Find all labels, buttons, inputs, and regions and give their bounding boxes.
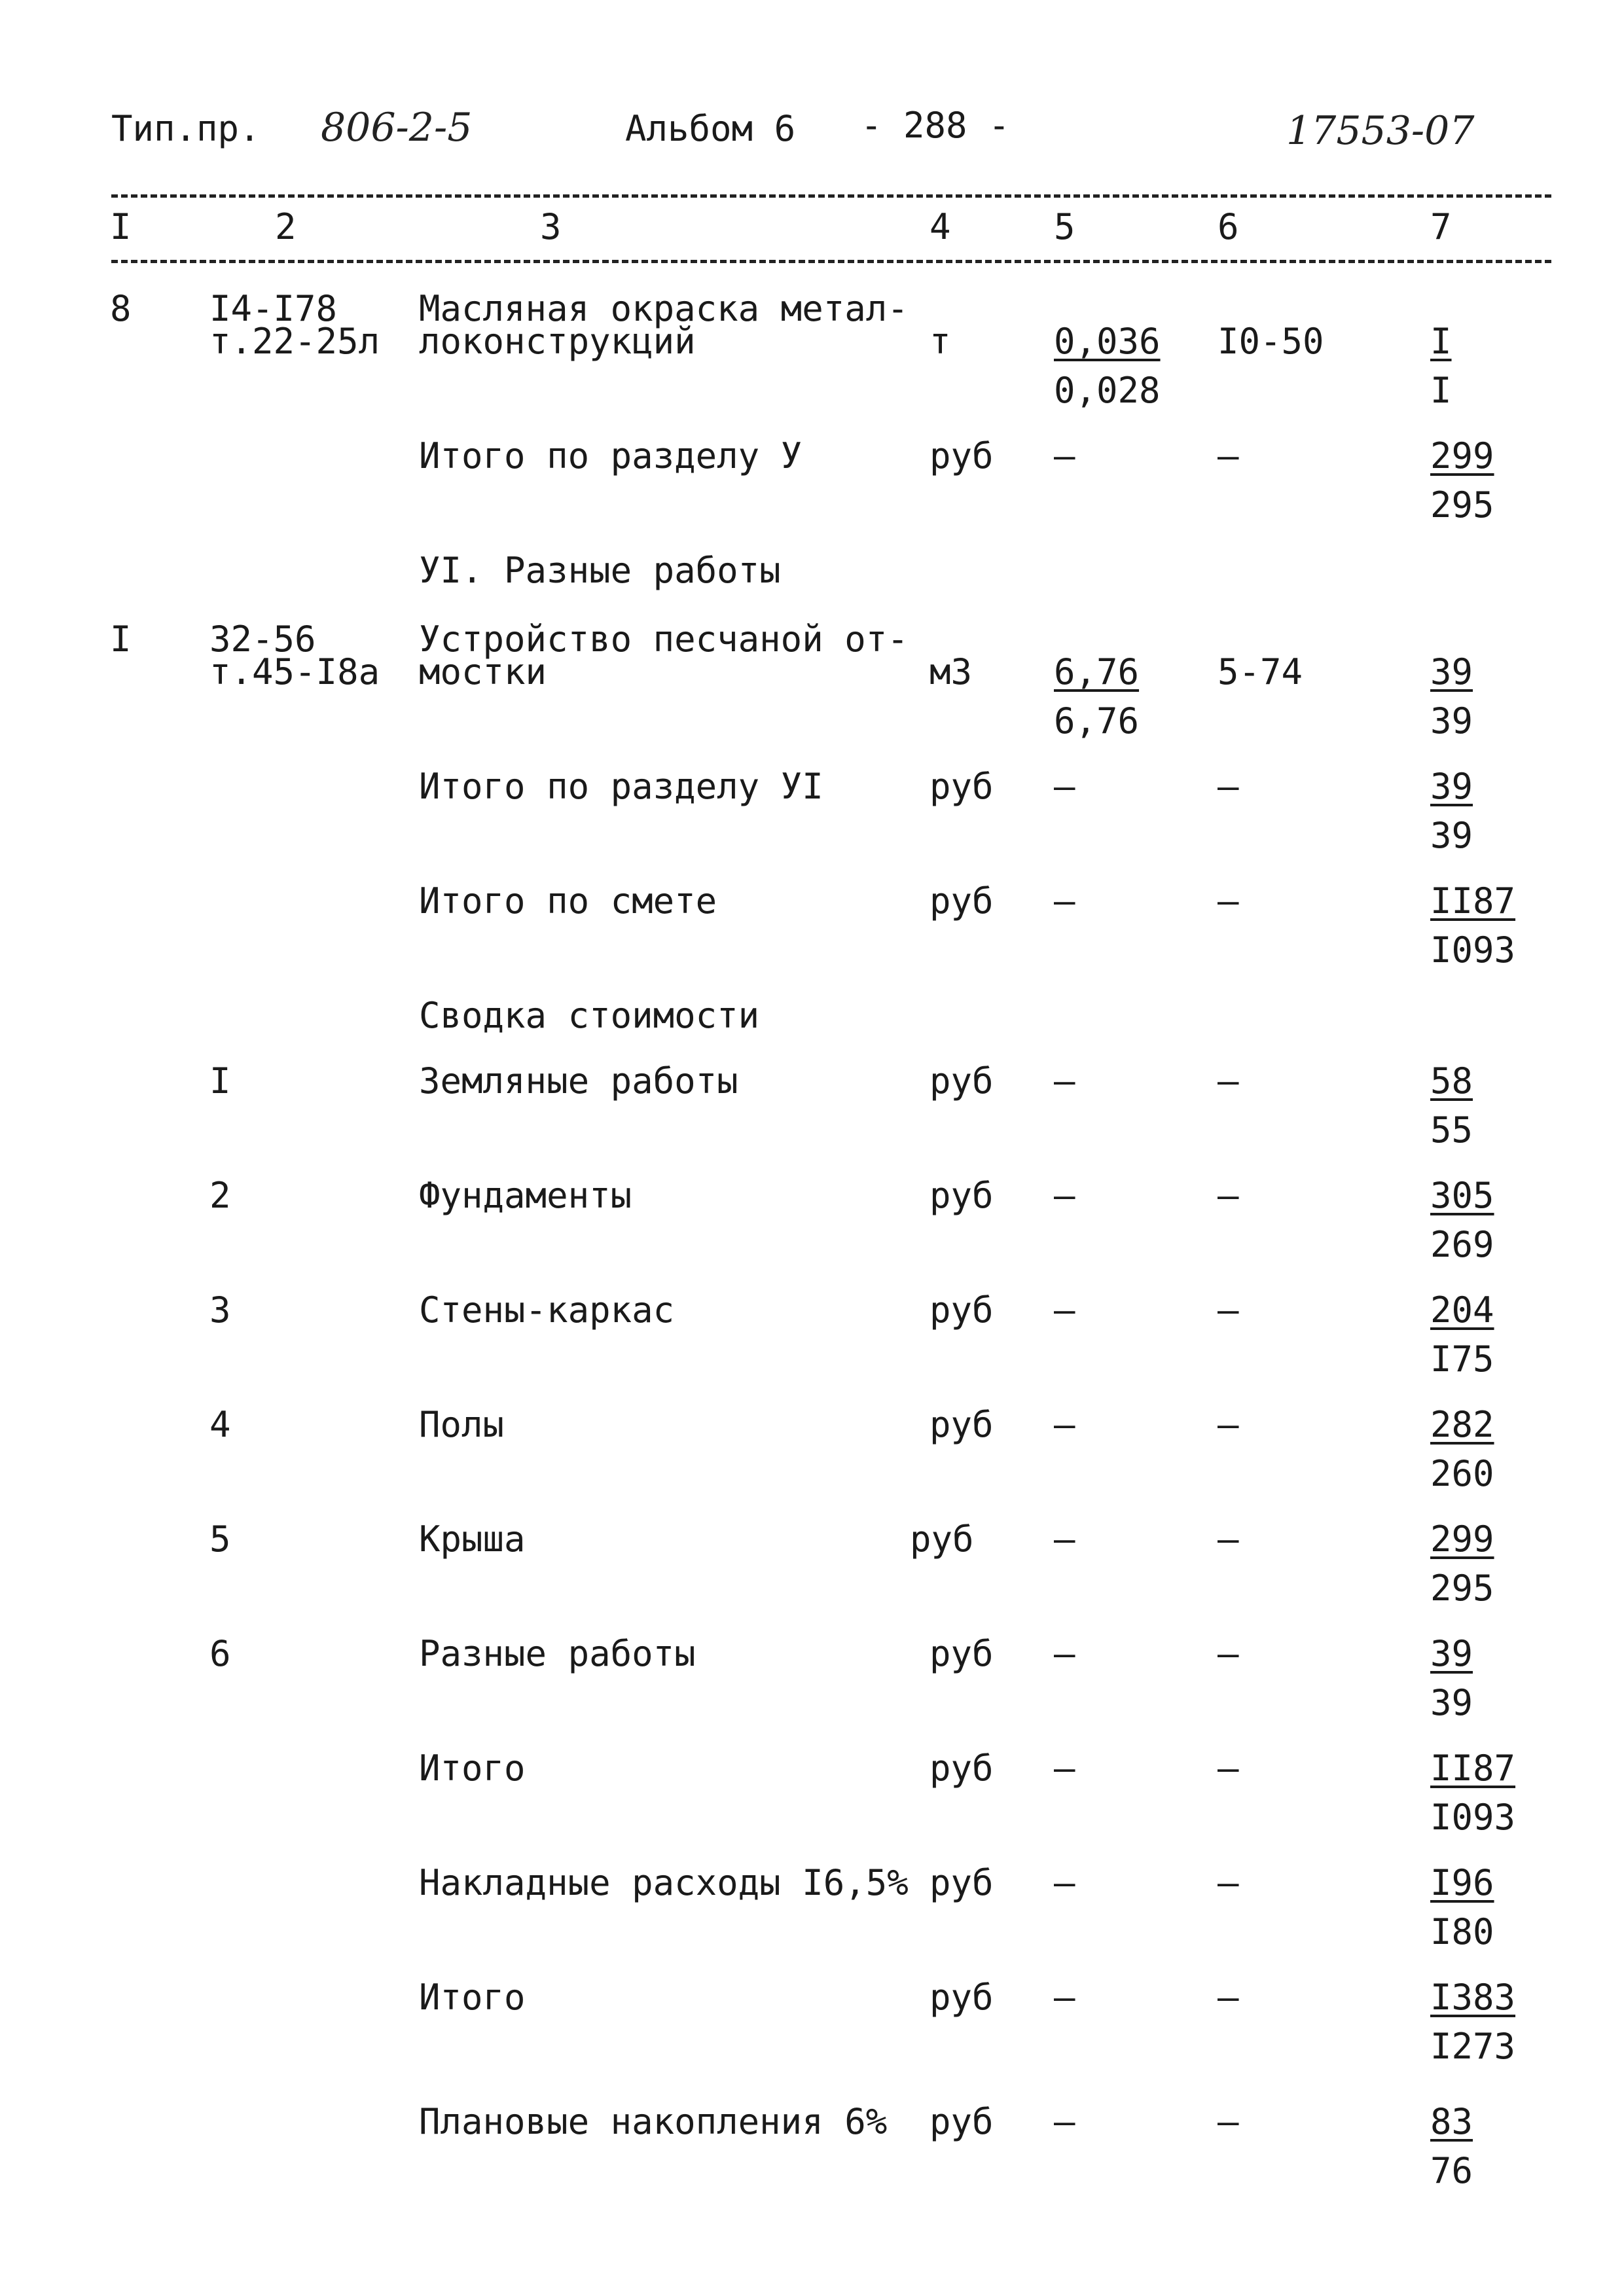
total: 83 bbox=[1430, 2101, 1473, 2142]
work-name: Масляная окраска метал- bbox=[419, 288, 909, 329]
total-actual: 39 bbox=[1430, 700, 1473, 742]
column-header-2: 2 bbox=[275, 206, 297, 247]
unit-price: – bbox=[1218, 1060, 1239, 1102]
unit-price: – bbox=[1218, 435, 1239, 476]
row-number: I bbox=[110, 619, 132, 660]
unit: руб bbox=[929, 1060, 994, 1102]
total-actual: 260 bbox=[1430, 1453, 1494, 1494]
unit-price: – bbox=[1218, 1748, 1239, 1789]
column-header-6: 6 bbox=[1218, 206, 1239, 247]
total: 282 bbox=[1430, 1404, 1494, 1445]
unit-price: – bbox=[1218, 1862, 1239, 1903]
unit: руб bbox=[929, 1862, 994, 1903]
work-name: Итого по разделу У bbox=[419, 435, 803, 476]
page-number: - 288 - bbox=[861, 105, 1010, 146]
total: 58 bbox=[1430, 1060, 1473, 1102]
unit-price: – bbox=[1218, 1977, 1239, 2018]
summary-number: 4 bbox=[209, 1404, 231, 1445]
total: II87 bbox=[1430, 880, 1516, 922]
unit-price: – bbox=[1218, 1175, 1239, 1216]
total-actual: I bbox=[1430, 370, 1452, 411]
norm-table-ref: т.45-I8а bbox=[209, 651, 380, 692]
total-actual: I75 bbox=[1430, 1338, 1494, 1380]
unit: руб bbox=[929, 766, 994, 807]
column-header-1: I bbox=[110, 206, 132, 247]
row-number: 8 bbox=[110, 288, 132, 329]
summary-number: I bbox=[209, 1060, 231, 1102]
unit: руб bbox=[929, 2101, 994, 2142]
total: I96 bbox=[1430, 1862, 1494, 1903]
section-heading: Сводка стоимости bbox=[419, 995, 760, 1036]
norm-code: 32-56 bbox=[209, 619, 316, 660]
total: 39 bbox=[1430, 1633, 1473, 1674]
total: 305 bbox=[1430, 1175, 1494, 1216]
total-actual: I093 bbox=[1430, 929, 1516, 971]
column-header-3: 3 bbox=[540, 206, 562, 247]
quantity: – bbox=[1054, 1060, 1075, 1102]
quantity: – bbox=[1054, 1977, 1075, 2018]
unit: м3 bbox=[929, 651, 973, 692]
total: 39 bbox=[1430, 651, 1473, 692]
total-actual: 295 bbox=[1430, 484, 1494, 526]
work-name: Полы bbox=[419, 1404, 505, 1445]
total-actual: 295 bbox=[1430, 1568, 1494, 1609]
project-code: 806-2-5 bbox=[321, 105, 473, 151]
work-name-cont: локонструкций bbox=[419, 321, 696, 362]
quantity: – bbox=[1054, 1289, 1075, 1331]
work-name-cont: мостки bbox=[419, 651, 547, 692]
quantity: – bbox=[1054, 1748, 1075, 1789]
total-actual: I80 bbox=[1430, 1911, 1494, 1952]
work-name: Итого bbox=[419, 1977, 526, 2018]
unit: руб bbox=[929, 1404, 994, 1445]
unit-price: 5-74 bbox=[1218, 651, 1303, 692]
unit-price: – bbox=[1218, 2101, 1239, 2142]
column-header-5: 5 bbox=[1054, 206, 1075, 247]
summary-number: 2 bbox=[209, 1175, 231, 1216]
quantity: – bbox=[1054, 1633, 1075, 1674]
total: 299 bbox=[1430, 435, 1494, 476]
quantity-actual: 6,76 bbox=[1054, 700, 1140, 742]
unit: руб bbox=[929, 1175, 994, 1216]
unit: руб bbox=[929, 1633, 994, 1674]
quantity: 6,76 bbox=[1054, 651, 1140, 692]
work-name: Крыша bbox=[419, 1518, 526, 1560]
unit: руб bbox=[929, 1289, 994, 1331]
column-header-4: 4 bbox=[929, 206, 951, 247]
total: 39 bbox=[1430, 766, 1473, 807]
total-actual: 76 bbox=[1430, 2150, 1473, 2191]
total-actual: I273 bbox=[1430, 2026, 1516, 2067]
unit: руб bbox=[929, 435, 994, 476]
work-name: Устройство песчаной от- bbox=[419, 619, 909, 660]
total-actual: I093 bbox=[1430, 1797, 1516, 1838]
unit: руб bbox=[910, 1518, 974, 1560]
quantity: – bbox=[1054, 1175, 1075, 1216]
unit: руб bbox=[929, 1748, 994, 1789]
unit: руб bbox=[929, 880, 994, 922]
unit-price: – bbox=[1218, 880, 1239, 922]
unit: руб bbox=[929, 1977, 994, 2018]
tip-label: Тип.пр. bbox=[111, 108, 261, 149]
work-name: Плановые накопления 6% bbox=[419, 2101, 888, 2142]
quantity: – bbox=[1054, 766, 1075, 807]
unit-price: – bbox=[1218, 766, 1239, 807]
unit-price: – bbox=[1218, 1404, 1239, 1445]
quantity: – bbox=[1054, 880, 1075, 922]
album-label: Альбом 6 bbox=[625, 108, 796, 149]
summary-number: 5 bbox=[209, 1518, 231, 1560]
work-name: Фундаменты bbox=[419, 1175, 632, 1216]
work-name: Итого по разделу УI bbox=[419, 766, 823, 807]
document-number: 17553-07 bbox=[1286, 108, 1475, 154]
quantity: 0,036 bbox=[1054, 321, 1161, 362]
total-actual: 269 bbox=[1430, 1224, 1494, 1265]
quantity: – bbox=[1054, 2101, 1075, 2142]
column-header-7: 7 bbox=[1430, 206, 1452, 247]
total: 204 bbox=[1430, 1289, 1494, 1331]
total-actual: 39 bbox=[1430, 815, 1473, 856]
total: I bbox=[1430, 321, 1452, 362]
work-name: Разные работы bbox=[419, 1633, 696, 1674]
unit-price: – bbox=[1218, 1633, 1239, 1674]
quantity: – bbox=[1054, 1518, 1075, 1560]
total: II87 bbox=[1430, 1748, 1516, 1789]
norm-code: I4-I78 bbox=[209, 288, 338, 329]
work-name: Накладные расходы I6,5% bbox=[419, 1862, 909, 1903]
total-actual: 55 bbox=[1430, 1109, 1473, 1151]
total: I383 bbox=[1430, 1977, 1516, 2018]
header-bottom-rule bbox=[111, 260, 1551, 263]
header-top-rule bbox=[111, 194, 1551, 198]
unit-price: I0-50 bbox=[1218, 321, 1324, 362]
work-name: Итого bbox=[419, 1748, 526, 1789]
unit-price: – bbox=[1218, 1289, 1239, 1331]
work-name: Земляные работы bbox=[419, 1060, 738, 1102]
work-name: Итого по смете bbox=[419, 880, 717, 922]
norm-table-ref: т.22-25л bbox=[209, 321, 380, 362]
work-name: Стены-каркас bbox=[419, 1289, 675, 1331]
section-heading: УI. Разные работы bbox=[419, 550, 781, 591]
quantity: – bbox=[1054, 1404, 1075, 1445]
total: 299 bbox=[1430, 1518, 1494, 1560]
total-actual: 39 bbox=[1430, 1682, 1473, 1723]
quantity-actual: 0,028 bbox=[1054, 370, 1161, 411]
quantity: – bbox=[1054, 435, 1075, 476]
unit: т bbox=[929, 321, 951, 362]
summary-number: 3 bbox=[209, 1289, 231, 1331]
summary-number: 6 bbox=[209, 1633, 231, 1674]
quantity: – bbox=[1054, 1862, 1075, 1903]
unit-price: – bbox=[1218, 1518, 1239, 1560]
